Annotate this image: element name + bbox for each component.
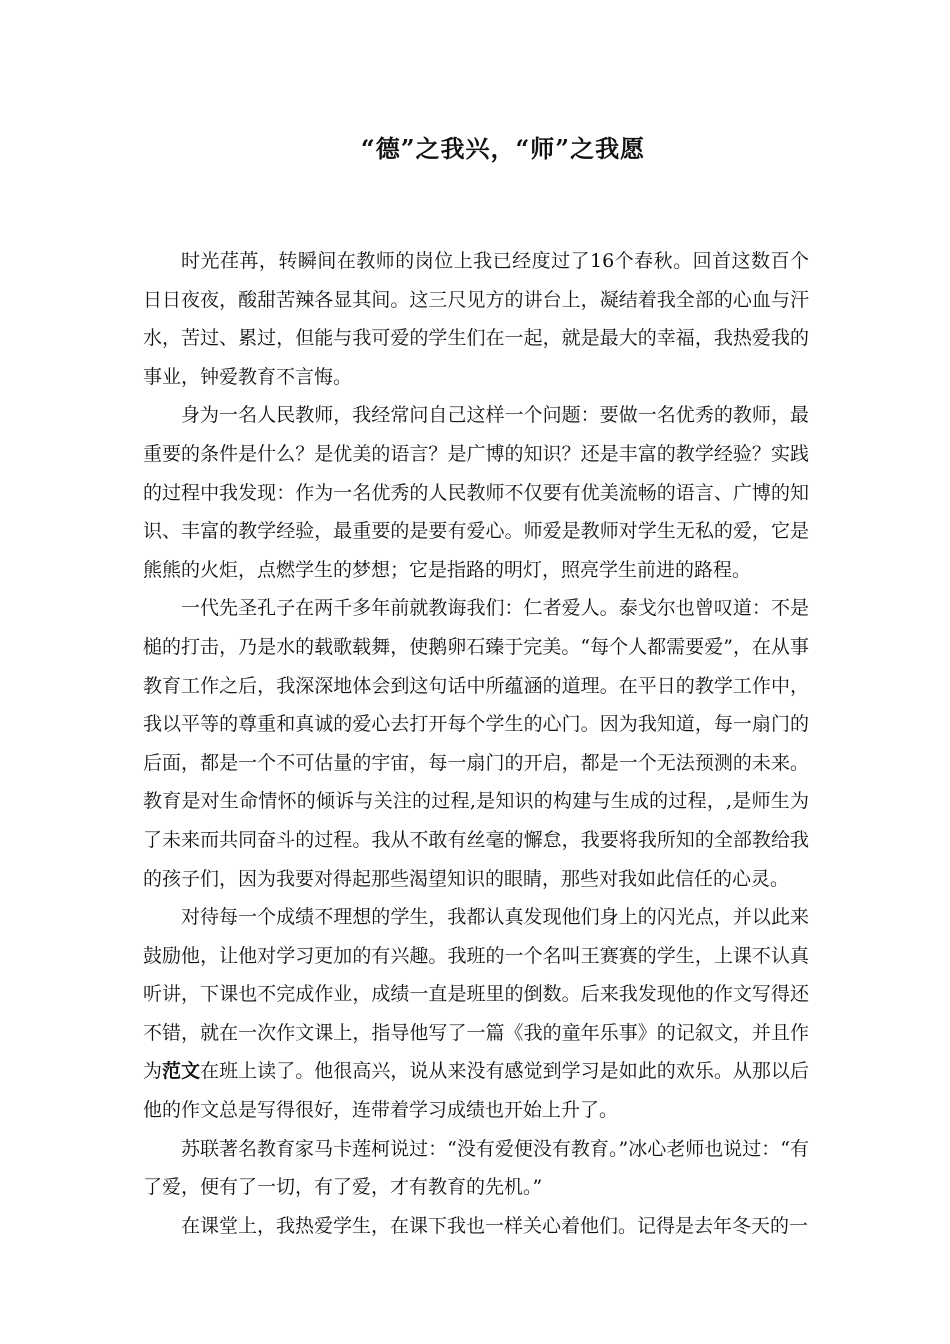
paragraph-5: 苏联著名教育家马卡莲柯说过：“没有爱便没有教育。”冰心老师也说过：“有了爱，便有了一切，有了爱，才有教育的先机。” bbox=[143, 1137, 809, 1199]
document-body bbox=[143, 242, 809, 1245]
paragraph-1: 时光荏苒，转瞬间在教师的岗位上我已经度过了16个春秋。回首这数百个日日夜夜，酸甜苦辣各显其间。这三尺见方的讲台上，凝结着我全部的心血与汗水，苦过、累过，但能与我可爱的学生们在一起，就是最大的幸福，我热爱我的事业，钟爱教育不言悔。 bbox=[143, 250, 809, 388]
paragraph-6: 在课堂上，我热爱学生，在课下我也一样关心着他们。记得是去年冬天的一 bbox=[181, 1214, 809, 1237]
paragraph-3: 一代先圣孔子在两千多年前就教诲我们：仁者爱人。泰戈尔也曾叹道：不是槌的打击，乃是水的载歌载舞，使鹅卵石臻于完美。“每个人都需要爱”，在从事教育工作之后，我深深地体会到这句话中所蕴涵的道理。在平日的教学工作中，我以平等的尊重和真诚的爱心去打开每个学生的心门。因为我知道，每一扇门的后面，都是一个不可估量的宇宙，每一扇门的开启，都是一个无法预测的未来。教育是对生命情怀的倾诉与关注的过程,是知识的构建与生成的过程，,是师生为了未来而共同奋斗的过程。我从不敢有丝毫的懈怠，我要将我所知的全部教给我的孩子们，因为我要对得起那些渴望知识的眼睛，那些对我如此信任的心灵。 bbox=[143, 597, 809, 890]
paragraph-4 bbox=[143, 898, 809, 1130]
paragraph-2: 身为一名人民教师，我经常问自己这样一个问题：要做一名优秀的教师，最重要的条件是什么？是优美的语言？是广博的知识？还是丰富的教学经验？实践的过程中我发现：作为一名优秀的人民教师不仅要有优美流畅的语言、广博的知识、丰富的教学经验，最重要的是要有爱心。师爱是教师对学生无私的爱，它是熊熊的火炬，点燃学生的梦想；它是指路的明灯，照亮学生前进的路程。 bbox=[143, 404, 809, 581]
paragraph-4-text-end: 在班上读了。他很高兴，说从来没有感觉到学习是如此的欢乐。从那以后他的作文总是写得很好，连带着学习成绩也开始上升了。 bbox=[143, 1060, 809, 1122]
document-title: “德”之我兴，“师”之我愿 bbox=[360, 134, 646, 163]
paragraph-4-bold-term: 范文 bbox=[162, 1060, 201, 1083]
paragraph-4-text-start: 对待每一个成绩不理想的学生，我都认真发现他们身上的闪光点，并以此来鼓励他，让他对学习更加的有兴趣。我班的一个名叫王赛赛的学生，上课不认真听讲，下课也不完成作业，成绩一直是班里的倒数。后来我发现他的作文写得还不错，就在一次作文课上，指导他写了一篇《我的童年乐事》的记叙文，并且作为 bbox=[143, 906, 809, 1083]
